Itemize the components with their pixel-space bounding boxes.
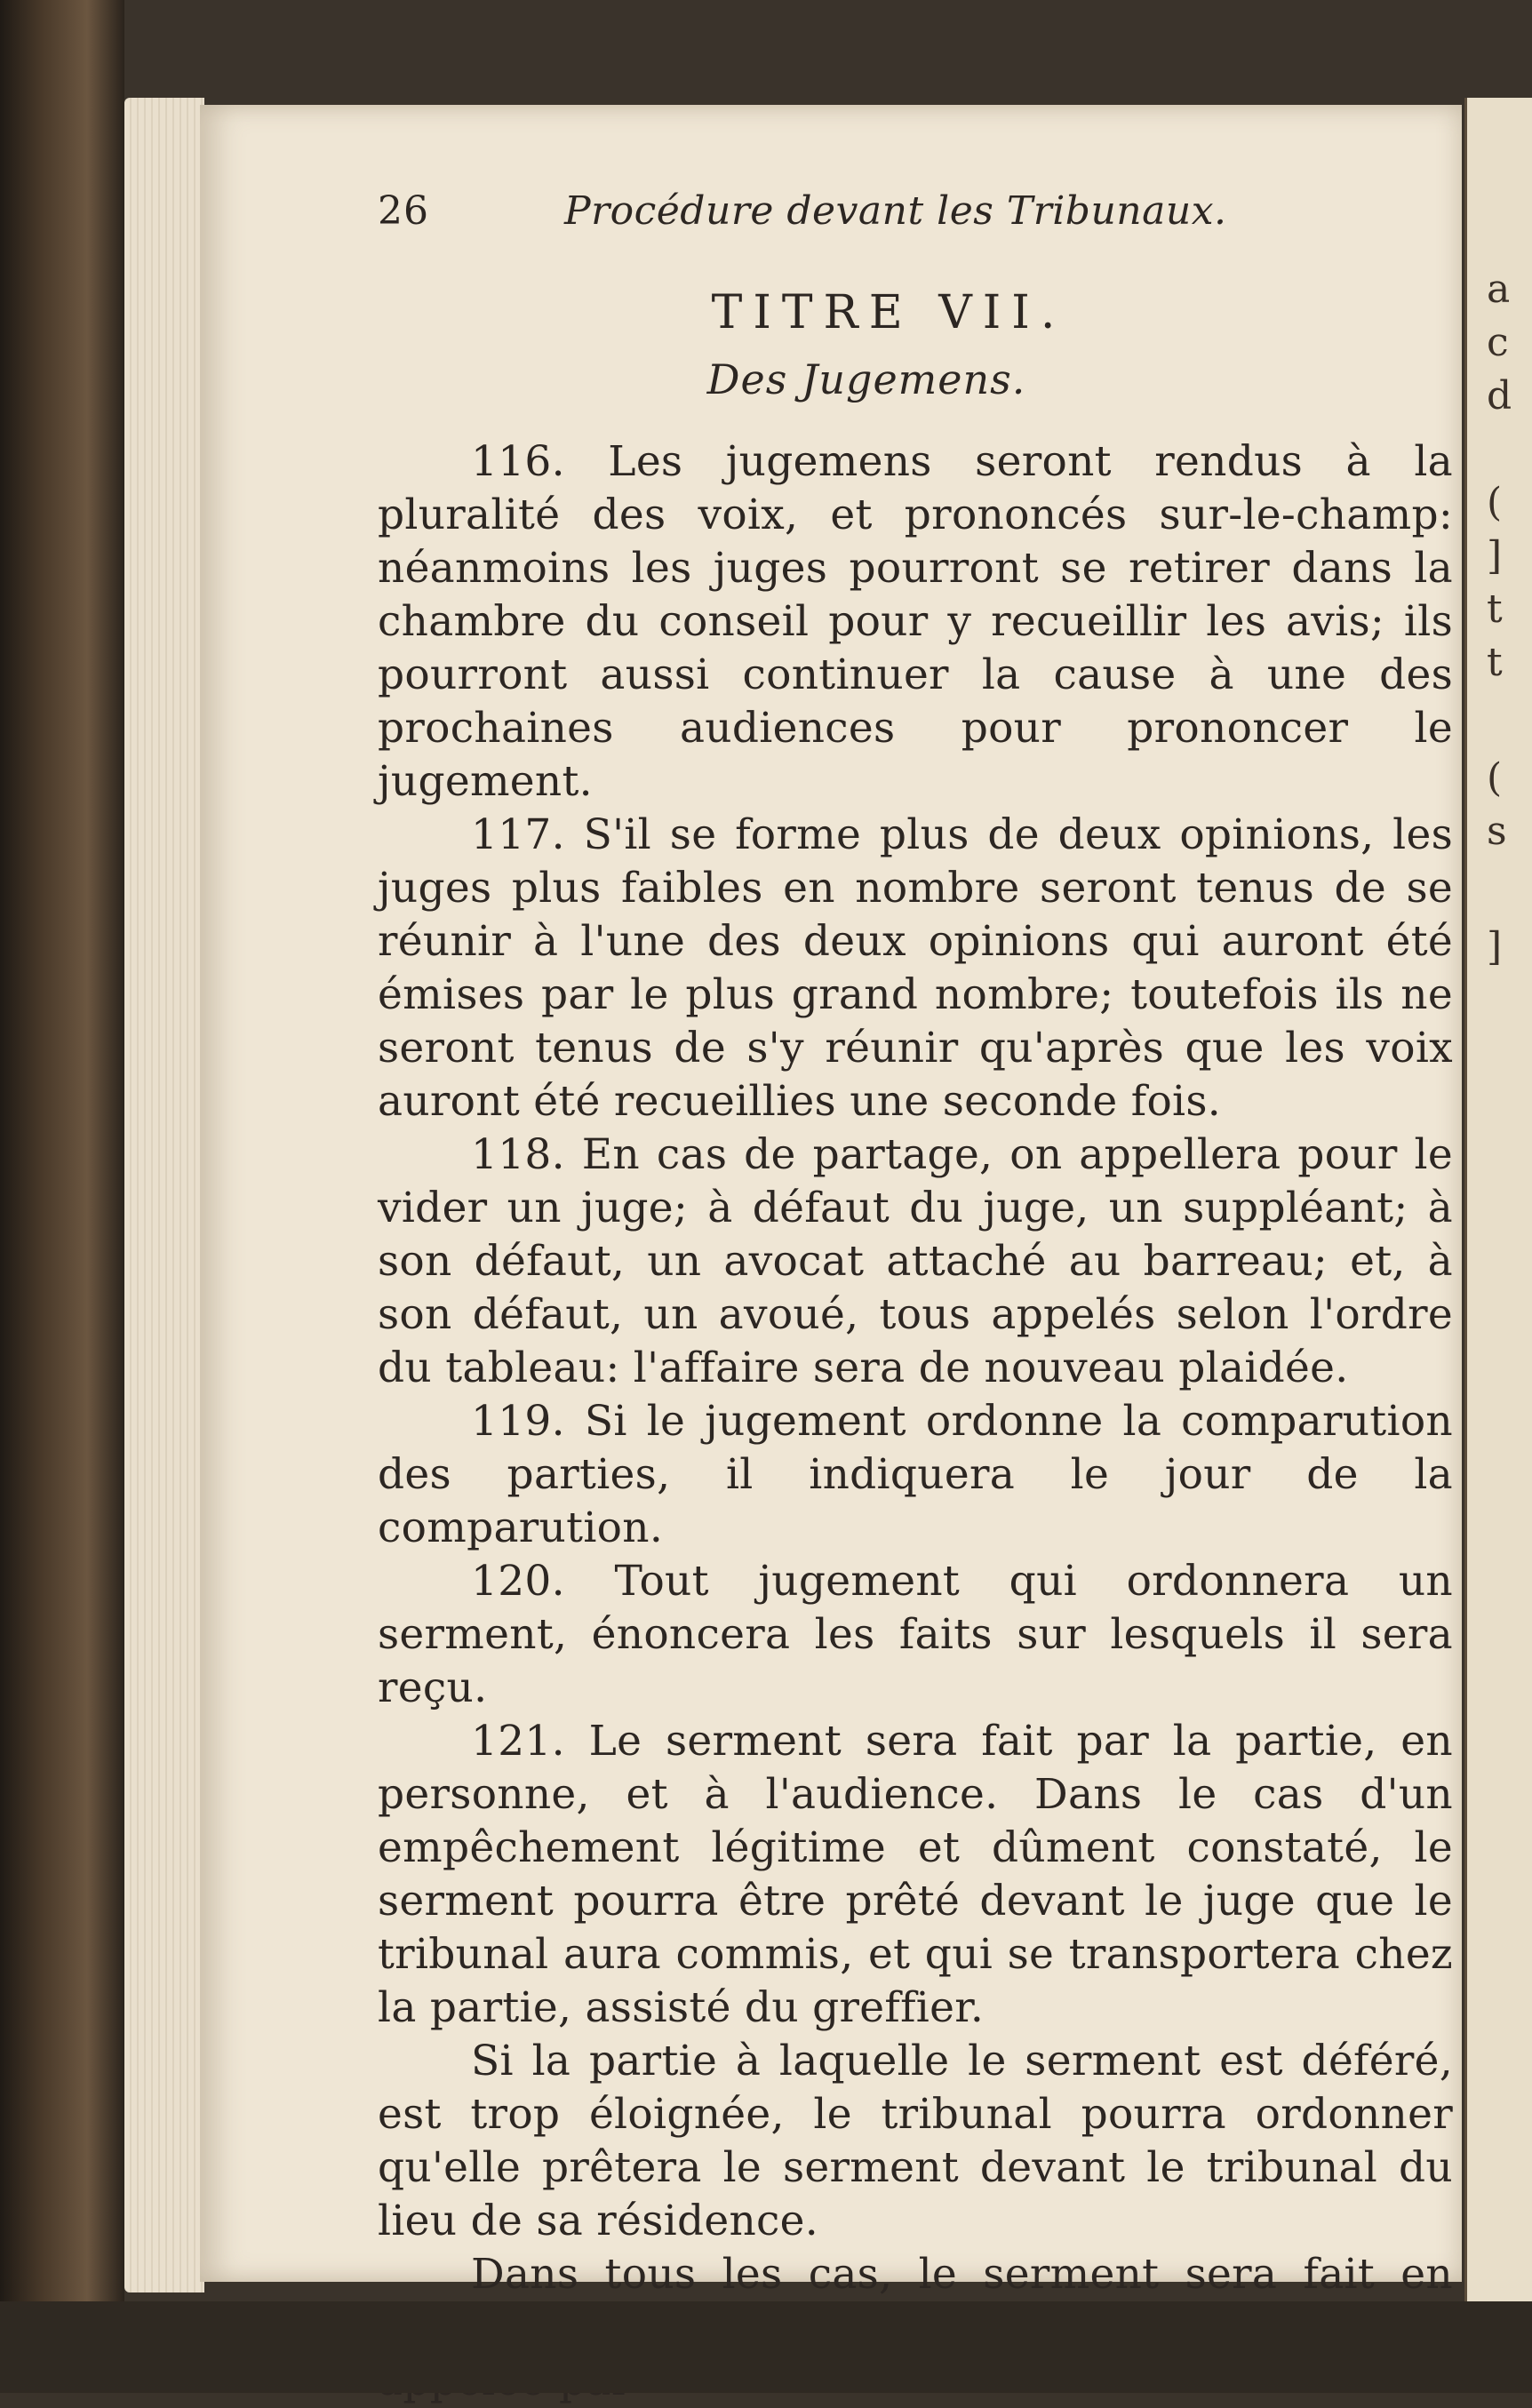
paragraph: 120. Tout jugement qui ordonnera un serment, énoncera les faits sur lesquels il sera reçu. [378, 1557, 1453, 1712]
book-spine [0, 0, 124, 2393]
paragraph: 121. Le serment sera fait par la partie, en personne, et à l'audience. Dans le cas d'un empêchement légitime et dûment constaté, le serment pourra être prêté devant le juge que le tribunal aura commis, et qui se transportera chez la partie, assisté du greffier. [378, 1717, 1453, 2032]
facing-letter: t [1487, 586, 1503, 632]
chapter-title: TITRE VII. [711, 286, 1066, 339]
paragraph: Si la partie à laquelle le serment est déféré, est trop éloignée, le tribunal pourra ordonner qu'elle prêtera le serment devant le tribunal du lieu de sa résidence. [378, 2037, 1453, 2245]
bottom-background [0, 2301, 1532, 2393]
facing-letter: a [1487, 267, 1511, 312]
paragraph: 118. En cas de partage, on appellera pour le vider un juge; à défaut du juge, un suppléant; à son défaut, un avocat attaché au barreau; et, à son défaut, un avoué, tous appelés selon l'ordre du tableau: l'affaire sera de nouveau plaidée. [378, 1130, 1453, 1392]
paragraph: 116. Les jugemens seront rendus à la pluralité des voix, et prononcés sur-le-champ: néanmoins les juges pourront se retirer dans la chambre du conseil pour y recueillir les avis; ils pourront aussi continuer la cause à une des prochaines audiences pour prononcer le jugement. [378, 437, 1453, 806]
body-text [378, 435, 1453, 2408]
facing-letter: c [1487, 320, 1509, 365]
facing-letter: ] [1487, 924, 1503, 969]
facing-letter: ( [1487, 480, 1503, 525]
facing-letter: ( [1487, 755, 1503, 801]
facing-letter: s [1487, 809, 1507, 854]
paragraph: 119. Si le jugement ordonne la comparution des parties, il indiquera le jour de la comparution. [378, 1397, 1453, 1552]
running-head [378, 188, 1453, 251]
paragraph: 117. S'il se forme plus de deux opinions, les juges plus faibles en nombre seront tenus de se réunir à l'une des deux opinions qui auront été émises par le plus grand nombre; toutefois ils ne seront tenus de s'y réunir qu'après que les voix auront été recueillies une seconde fois. [378, 810, 1453, 1126]
page-number: 26 [378, 188, 429, 234]
facing-letter: t [1487, 640, 1503, 685]
facing-page-edge [1464, 98, 1532, 2301]
chapter-subtitle: Des Jugemens. [706, 355, 1026, 403]
page-content [378, 188, 1453, 2408]
facing-letter: ] [1487, 533, 1503, 578]
page-edges [124, 98, 204, 2292]
paragraph: Dans tous les cas, le serment sera fait en [471, 2250, 1453, 2299]
facing-letter: d [1487, 373, 1512, 419]
running-title: Procédure devant les Tribunaux. [564, 188, 1227, 234]
